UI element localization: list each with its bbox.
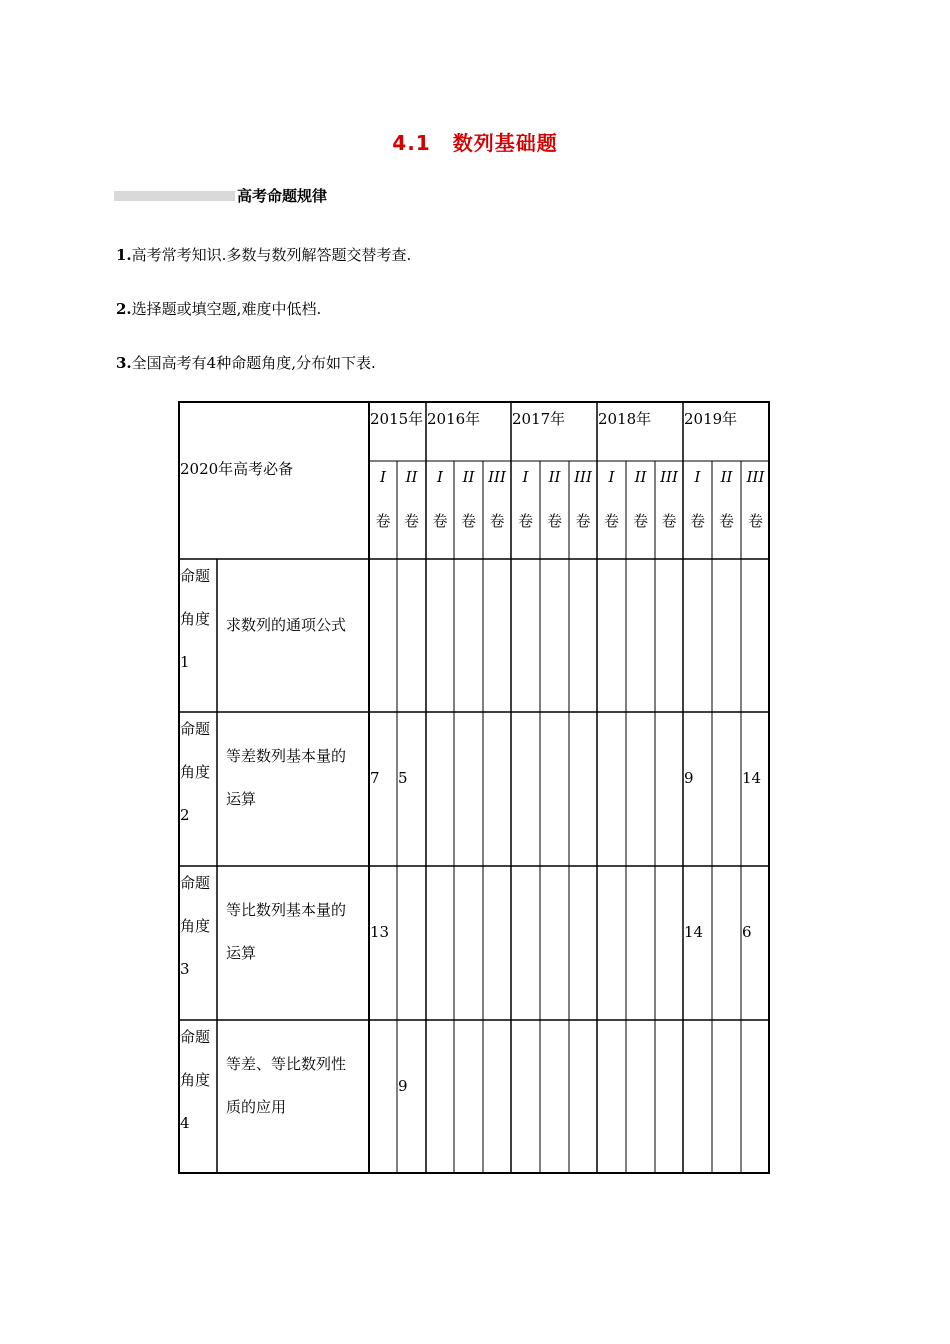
paper-suffix: 卷 xyxy=(747,512,763,530)
topic-text: 质的应用 xyxy=(226,1098,287,1116)
data-cell xyxy=(684,767,711,791)
angle-text: 4 xyxy=(180,1114,190,1132)
topic-cell xyxy=(226,1053,367,1143)
paragraph-text: 全国高考有4种命题角度,分布如下表. xyxy=(131,354,376,372)
title-text: 数列基础题 xyxy=(452,131,558,155)
paper-header xyxy=(398,466,425,546)
angle-text: 角度 xyxy=(180,917,211,935)
paper-numeral: II xyxy=(548,468,561,486)
data-cell xyxy=(742,921,769,945)
data-cell xyxy=(370,921,396,945)
paper-numeral: II xyxy=(462,468,475,486)
paper-header xyxy=(627,466,654,546)
table-corner-label xyxy=(180,458,368,488)
paragraph-text: 高考常考知识.多数与数列解答题交替考查. xyxy=(131,246,412,264)
topic-text: 等差数列基本量的 xyxy=(226,747,347,765)
paper-suffix: 卷 xyxy=(403,512,419,530)
data-cell xyxy=(398,1075,425,1099)
cell-value: 6 xyxy=(742,923,752,941)
paper-header xyxy=(598,466,625,546)
data-cell xyxy=(370,767,396,791)
paragraph-number: 3. xyxy=(116,354,132,372)
paper-numeral: II xyxy=(720,468,733,486)
corner-text: 2020年高考必备 xyxy=(180,460,294,478)
paper-numeral: I xyxy=(522,468,529,486)
paper-suffix: 卷 xyxy=(718,512,734,530)
page-title xyxy=(0,127,950,156)
paragraph-1 xyxy=(116,244,411,265)
paper-numeral: III xyxy=(746,468,765,486)
cell-value: 13 xyxy=(370,923,390,941)
cell-value: 9 xyxy=(684,769,694,787)
angle-cell xyxy=(180,1026,216,1172)
paper-header xyxy=(656,466,682,546)
topic-cell xyxy=(226,745,367,835)
paper-suffix: 卷 xyxy=(632,512,648,530)
paper-numeral: I xyxy=(380,468,386,486)
paper-suffix: 卷 xyxy=(689,512,705,530)
year-header xyxy=(684,408,769,432)
angle-text: 命题 xyxy=(180,874,211,892)
paper-suffix: 卷 xyxy=(460,512,476,530)
year-label: 2017年 xyxy=(512,410,566,428)
angle-text: 命题 xyxy=(180,720,211,738)
cell-value: 5 xyxy=(398,769,408,787)
paper-numeral: II xyxy=(634,468,647,486)
paper-header xyxy=(484,466,510,546)
paper-suffix: 卷 xyxy=(517,512,533,530)
topic-cell xyxy=(226,614,367,704)
paper-suffix: 卷 xyxy=(432,512,448,530)
data-cell xyxy=(684,921,711,945)
paragraph-number: 1. xyxy=(116,246,132,264)
paper-header xyxy=(742,466,769,546)
cell-value: 7 xyxy=(370,769,380,787)
topic-cell xyxy=(226,899,367,989)
paper-header xyxy=(684,466,711,546)
topic-text: 等差、等比数列性 xyxy=(226,1055,347,1073)
paper-header xyxy=(455,466,482,546)
angle-text: 2 xyxy=(180,806,190,824)
year-label: 2018年 xyxy=(598,410,652,428)
angle-cell xyxy=(180,565,216,710)
year-header xyxy=(598,408,682,432)
paper-numeral: I xyxy=(437,468,443,486)
paragraph-2 xyxy=(116,298,321,319)
paper-suffix: 卷 xyxy=(375,512,391,530)
year-header xyxy=(512,408,596,432)
paper-header xyxy=(570,466,596,546)
angle-text: 命题 xyxy=(180,1028,211,1046)
topic-text: 运算 xyxy=(226,944,257,962)
angle-text: 角度 xyxy=(180,1071,211,1089)
paper-suffix: 卷 xyxy=(489,512,505,530)
paper-suffix: 卷 xyxy=(603,512,619,530)
cell-value: 14 xyxy=(684,923,704,941)
year-header xyxy=(370,408,425,432)
paragraph-3 xyxy=(116,352,376,373)
angle-text: 角度 xyxy=(180,763,211,781)
topic-text: 求数列的通项公式 xyxy=(226,616,347,634)
paper-numeral: I xyxy=(694,468,701,486)
section-marker-bar xyxy=(114,191,235,201)
section-heading: 高考命题规律 xyxy=(237,187,328,205)
topic-text: 等比数列基本量的 xyxy=(226,901,347,919)
paper-numeral: II xyxy=(405,468,418,486)
angle-cell xyxy=(180,718,216,864)
paragraph-number: 2. xyxy=(116,300,132,318)
angle-text: 命题 xyxy=(180,567,211,585)
paper-suffix: 卷 xyxy=(575,512,591,530)
year-label: 2016年 xyxy=(427,410,481,428)
title-number: 4.1 xyxy=(392,131,431,155)
angle-text: 1 xyxy=(180,653,190,671)
paper-suffix: 卷 xyxy=(546,512,562,530)
paper-header xyxy=(512,466,539,546)
paragraph-text: 选择题或填空题,难度中低档. xyxy=(131,300,322,318)
paper-numeral: I xyxy=(608,468,615,486)
year-label: 2019年 xyxy=(684,410,738,428)
data-cell xyxy=(742,767,769,791)
angle-text: 角度 xyxy=(180,610,211,628)
paper-header xyxy=(370,466,396,546)
cell-value: 14 xyxy=(742,769,762,787)
paper-numeral: III xyxy=(660,468,678,486)
year-label: 2015年 xyxy=(370,410,424,428)
paper-header xyxy=(541,466,568,546)
angle-text: 3 xyxy=(180,960,190,978)
year-header xyxy=(427,408,510,432)
cell-value: 9 xyxy=(398,1077,408,1095)
paper-numeral: III xyxy=(488,468,506,486)
paper-suffix: 卷 xyxy=(661,512,677,530)
data-cell xyxy=(398,767,425,791)
paper-header xyxy=(713,466,740,546)
topic-text: 运算 xyxy=(226,790,257,808)
angle-cell xyxy=(180,872,216,1018)
paper-numeral: III xyxy=(574,468,592,486)
paper-header xyxy=(427,466,453,546)
